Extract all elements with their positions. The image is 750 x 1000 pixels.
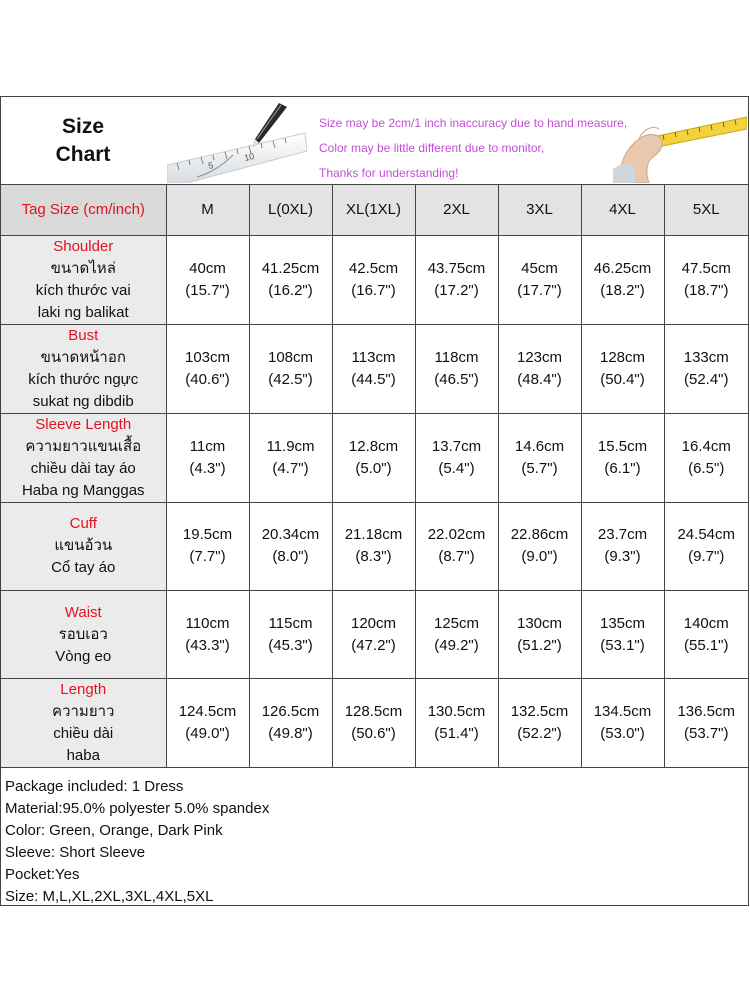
row-label-name: Bust xyxy=(68,326,99,344)
cell-cm: 46.25cm xyxy=(593,259,652,277)
table-cell xyxy=(498,235,581,324)
cell-inch: (43.3") xyxy=(185,636,230,654)
cell-cm: 134.5cm xyxy=(593,703,652,721)
cell-cm: 135cm xyxy=(599,614,646,632)
row-label-translation: Vòng eo xyxy=(55,647,112,665)
row-label-translation: ความยาวแขนเสื้อ xyxy=(25,437,142,455)
row-label-translation: Haba ng Manggas xyxy=(21,481,145,499)
info-pocket: Pocket:Yes xyxy=(5,866,80,883)
table-cell xyxy=(166,413,249,502)
table-cell xyxy=(415,413,498,502)
table-cell xyxy=(664,590,748,678)
cell-inch: (18.7") xyxy=(683,281,729,299)
row-label-translation: ความยาว xyxy=(52,703,115,721)
row-label-translation: ขนาดไหล่ xyxy=(50,259,116,277)
size-header-3xl: 3XL xyxy=(498,185,581,235)
ruler-number-5: 5 xyxy=(207,160,215,171)
info-sleeve: Sleeve: Short Sleeve xyxy=(5,844,146,861)
measurement-row-length xyxy=(1,679,748,768)
cell-inch: (6.5") xyxy=(688,459,725,477)
cell-cm: 128.5cm xyxy=(344,703,403,721)
table-cell xyxy=(498,590,581,678)
table-cell xyxy=(249,413,332,502)
cell-cm: 103cm xyxy=(184,348,231,366)
cell-cm: 23.7cm xyxy=(597,526,648,544)
cell-cm: 22.86cm xyxy=(510,526,569,544)
cell-inch: (4.7") xyxy=(272,459,309,477)
size-header-4xl: 4XL xyxy=(581,185,664,235)
table-cell xyxy=(332,324,415,413)
table-cell xyxy=(415,324,498,413)
cell-cm: 47.5cm xyxy=(681,259,731,277)
cell-cm: 42.5cm xyxy=(348,259,399,277)
size-header-row xyxy=(1,185,748,235)
row-label-translation: chiều dài tay áo xyxy=(30,459,136,477)
table-cell xyxy=(581,590,664,678)
cell-cm: 45cm xyxy=(521,259,558,277)
cell-cm: 20.34cm xyxy=(261,526,320,544)
table-cell xyxy=(332,413,415,502)
row-label-translation: chiều dài xyxy=(53,725,114,743)
cell-inch: (42.5") xyxy=(268,370,313,388)
table-cell xyxy=(498,502,581,590)
table-cell xyxy=(332,235,415,324)
cell-cm: 118cm xyxy=(434,348,479,366)
measurement-row-bust xyxy=(1,324,748,413)
cell-inch: (9.3") xyxy=(604,548,641,566)
measurement-row-cuff xyxy=(1,502,748,590)
info-size: Size: M,L,XL,2XL,3XL,4XL,5XL xyxy=(5,888,214,905)
chart-header xyxy=(1,97,748,185)
cell-inch: (51.4") xyxy=(434,725,479,743)
cell-inch: (17.7") xyxy=(517,281,562,299)
cell-cm: 13.7cm xyxy=(431,437,482,455)
table-cell xyxy=(249,324,332,413)
row-label-name: Sleeve Length xyxy=(35,415,132,433)
cell-inch: (44.5") xyxy=(351,370,396,388)
ruler-number-10: 10 xyxy=(243,150,256,163)
table-cell xyxy=(332,679,415,768)
cell-inch: (53.0") xyxy=(600,725,645,743)
table-cell xyxy=(166,502,249,590)
cell-cm: 124.5cm xyxy=(178,703,237,721)
table-cell xyxy=(581,413,664,502)
cell-inch: (55.1") xyxy=(683,636,729,654)
cell-cm: 21.18cm xyxy=(344,526,403,544)
cell-inch: (49.2") xyxy=(434,636,479,654)
cell-inch: (53.7") xyxy=(683,725,729,743)
table-cell xyxy=(332,502,415,590)
table-cell xyxy=(664,679,748,768)
cell-cm: 140cm xyxy=(683,614,729,632)
table-cell xyxy=(249,502,332,590)
cell-inch: (48.4") xyxy=(517,370,562,388)
row-label-name: Waist xyxy=(64,603,102,621)
cell-inch: (9.7") xyxy=(688,548,725,566)
cell-cm: 19.5cm xyxy=(182,526,233,544)
cell-inch: (50.6") xyxy=(351,725,396,743)
cell-inch: (5.4") xyxy=(438,459,475,477)
cell-inch: (16.2") xyxy=(268,281,313,299)
table-cell xyxy=(581,502,664,590)
row-label xyxy=(1,679,166,768)
cell-cm: 113cm xyxy=(351,348,396,366)
table-cell xyxy=(498,679,581,768)
table-cell xyxy=(249,590,332,678)
info-material: Material:95.0% polyester 5.0% spandex xyxy=(5,800,270,817)
row-label-name: Shoulder xyxy=(53,237,114,255)
row-label-translation: ขนาดหน้าอก xyxy=(40,348,126,366)
table-cell xyxy=(664,413,748,502)
cell-inch: (8.0") xyxy=(272,548,309,566)
cell-cm: 24.54cm xyxy=(677,526,736,544)
cell-cm: 16.4cm xyxy=(681,437,731,455)
row-label-translation: laki ng balikat xyxy=(37,303,129,321)
cell-inch: (5.7") xyxy=(521,459,558,477)
ruler-pencil-icon xyxy=(167,99,307,183)
table-cell xyxy=(166,324,249,413)
cell-cm: 132.5cm xyxy=(510,703,569,721)
cell-cm: 128cm xyxy=(599,348,646,366)
cell-inch: (49.0") xyxy=(185,725,230,743)
cell-cm: 41.25cm xyxy=(261,259,320,277)
cell-cm: 108cm xyxy=(267,348,314,366)
cell-inch: (8.7") xyxy=(438,548,475,566)
row-label xyxy=(1,590,166,678)
row-label-translation: sukat ng dibdib xyxy=(32,392,134,410)
table-cell xyxy=(415,679,498,768)
cell-cm: 125cm xyxy=(433,614,480,632)
cell-inch: (6.1") xyxy=(604,459,641,477)
cell-inch: (40.6") xyxy=(185,370,230,388)
product-info xyxy=(1,774,748,910)
cell-cm: 40cm xyxy=(189,259,226,277)
cell-cm: 130cm xyxy=(516,614,563,632)
row-label xyxy=(1,235,166,324)
row-label xyxy=(1,502,166,590)
cell-cm: 11cm xyxy=(189,437,226,455)
table-cell xyxy=(581,235,664,324)
table-cell xyxy=(332,590,415,678)
cell-inch: (50.4") xyxy=(600,370,645,388)
cell-cm: 110cm xyxy=(185,614,230,632)
table-cell xyxy=(249,235,332,324)
cell-inch: (52.2") xyxy=(517,725,562,743)
cell-cm: 123cm xyxy=(516,348,563,366)
cell-inch: (51.2") xyxy=(517,636,562,654)
cell-inch: (46.5") xyxy=(434,370,479,388)
size-header-l: L(0XL) xyxy=(249,185,332,235)
measurement-row-sleeve-length xyxy=(1,413,748,502)
size-table xyxy=(1,185,748,768)
table-cell xyxy=(498,413,581,502)
row-label-translation: kích thước ngực xyxy=(28,370,139,388)
table-cell xyxy=(166,679,249,768)
cell-inch: (45.3") xyxy=(268,636,313,654)
cell-inch: (4.3") xyxy=(189,459,226,477)
table-cell xyxy=(664,502,748,590)
row-label-translation: Cổ tay áo xyxy=(51,559,116,577)
table-cell xyxy=(166,235,249,324)
size-header-2xl: 2XL xyxy=(415,185,498,235)
measuring-tape-hand-icon xyxy=(613,99,747,183)
cell-cm: 43.75cm xyxy=(427,259,486,277)
row-label-name: Cuff xyxy=(69,515,97,533)
info-package: Package included: 1 Dress xyxy=(5,778,184,795)
note-line: Color may be little different due to monitor, xyxy=(319,141,545,155)
row-label xyxy=(1,413,166,502)
measurement-row-waist xyxy=(1,590,748,678)
row-label-translation: รอบเอว xyxy=(58,625,108,643)
cell-inch: (5.0") xyxy=(355,459,392,477)
cell-cm: 12.8cm xyxy=(348,437,399,455)
info-color: Color: Green, Orange, Dark Pink xyxy=(5,822,223,839)
chart-title-line1: Size xyxy=(61,115,105,138)
cell-inch: (53.1") xyxy=(600,636,645,654)
row-label-translation: แขนอ้วน xyxy=(54,537,113,555)
chart-title-line2: Chart xyxy=(55,143,111,166)
size-header-m: M xyxy=(166,185,249,235)
table-cell xyxy=(415,235,498,324)
measurement-notes xyxy=(319,111,628,186)
table-cell xyxy=(581,324,664,413)
chart-title xyxy=(1,97,165,185)
cell-cm: 130.5cm xyxy=(427,703,486,721)
cell-inch: (16.7") xyxy=(351,281,396,299)
cell-cm: 120cm xyxy=(350,614,397,632)
cell-inch: (47.2") xyxy=(351,636,396,654)
cell-cm: 133cm xyxy=(683,348,729,366)
table-cell xyxy=(664,324,748,413)
cell-cm: 115cm xyxy=(268,614,313,632)
cell-inch: (49.8") xyxy=(268,725,313,743)
cell-inch: (15.7") xyxy=(185,281,230,299)
table-cell xyxy=(166,590,249,678)
note-line: Thanks for understanding! xyxy=(319,166,459,180)
table-cell xyxy=(415,502,498,590)
row-label-translation: haba xyxy=(66,747,100,765)
cell-inch: (52.4") xyxy=(683,370,729,388)
cell-inch: (17.2") xyxy=(434,281,479,299)
row-label-translation: kích thước vai xyxy=(35,281,131,299)
cell-cm: 11.9cm xyxy=(266,437,315,455)
cell-inch: (18.2") xyxy=(600,281,645,299)
note-line: Size may be 2cm/1 inch inaccuracy due to hand measure, xyxy=(319,116,628,130)
table-cell xyxy=(415,590,498,678)
cell-inch: (9.0") xyxy=(521,548,558,566)
measurement-row-shoulder xyxy=(1,235,748,324)
row-label xyxy=(1,324,166,413)
table-cell xyxy=(581,679,664,768)
cell-cm: 126.5cm xyxy=(261,703,320,721)
row-label-name: Length xyxy=(60,681,107,699)
table-cell xyxy=(249,679,332,768)
cell-cm: 22.02cm xyxy=(427,526,486,544)
size-chart xyxy=(0,96,749,906)
size-header-5xl: 5XL xyxy=(664,185,748,235)
cell-inch: (7.7") xyxy=(189,548,226,566)
cell-cm: 14.6cm xyxy=(514,437,565,455)
tag-size-label: Tag Size (cm/inch) xyxy=(1,185,166,235)
cell-inch: (8.3") xyxy=(355,548,392,566)
size-header-xl: XL(1XL) xyxy=(332,185,415,235)
table-cell xyxy=(664,235,748,324)
table-cell xyxy=(498,324,581,413)
cell-cm: 136.5cm xyxy=(677,703,736,721)
cell-cm: 15.5cm xyxy=(597,437,648,455)
